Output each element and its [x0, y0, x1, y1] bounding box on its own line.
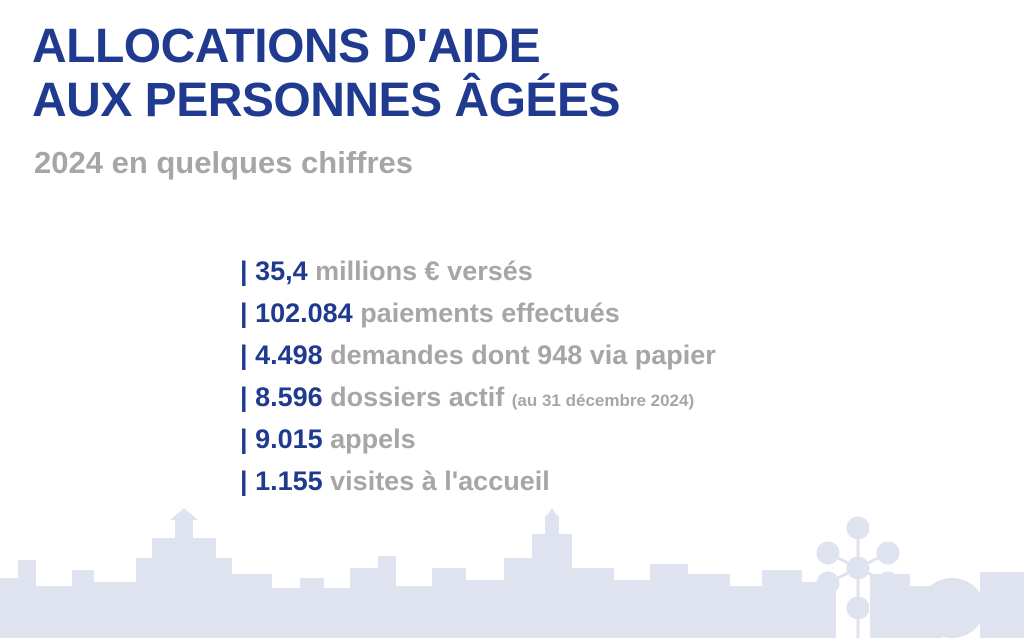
stat-item-files: [240, 376, 716, 418]
stats-list: [240, 250, 716, 502]
stat-number: 8.596: [255, 382, 323, 412]
page-subtitle: 2024 en quelques chiffres: [34, 145, 414, 180]
separator-bar: |: [240, 382, 256, 412]
page-title: [32, 20, 620, 128]
separator-bar: |: [240, 466, 256, 496]
stat-number: 35,4: [255, 256, 308, 286]
stat-label: millions € versés: [315, 256, 533, 286]
stat-item-payments: [240, 292, 716, 334]
title-line-1: ALLOCATIONS D'AIDE: [32, 20, 541, 73]
separator-bar: |: [240, 340, 256, 370]
stat-number: 4.498: [255, 340, 323, 370]
separator-bar: |: [240, 424, 256, 454]
stat-label: dossiers actif: [330, 382, 505, 412]
stat-item-calls: [240, 418, 716, 460]
stat-note: (au 31 décembre 2024): [511, 391, 695, 410]
stat-label: visites à l'accueil: [330, 466, 550, 496]
stat-item-requests: [240, 334, 716, 376]
stat-number: 102.084: [255, 298, 353, 328]
separator-bar: |: [240, 298, 256, 328]
stat-label: demandes dont 948 via papier: [330, 340, 716, 370]
stat-number: 9.015: [255, 424, 323, 454]
title-line-2: AUX PERSONNES ÂGÉES: [32, 74, 620, 127]
stat-item-visits: [240, 460, 716, 502]
stat-item-amount: [240, 250, 716, 292]
stat-number: 1.155: [255, 466, 323, 496]
separator-bar: |: [240, 256, 256, 286]
stat-label: appels: [330, 424, 416, 454]
stat-label: paiements effectués: [360, 298, 620, 328]
city-skyline-illustration: [0, 508, 1024, 638]
